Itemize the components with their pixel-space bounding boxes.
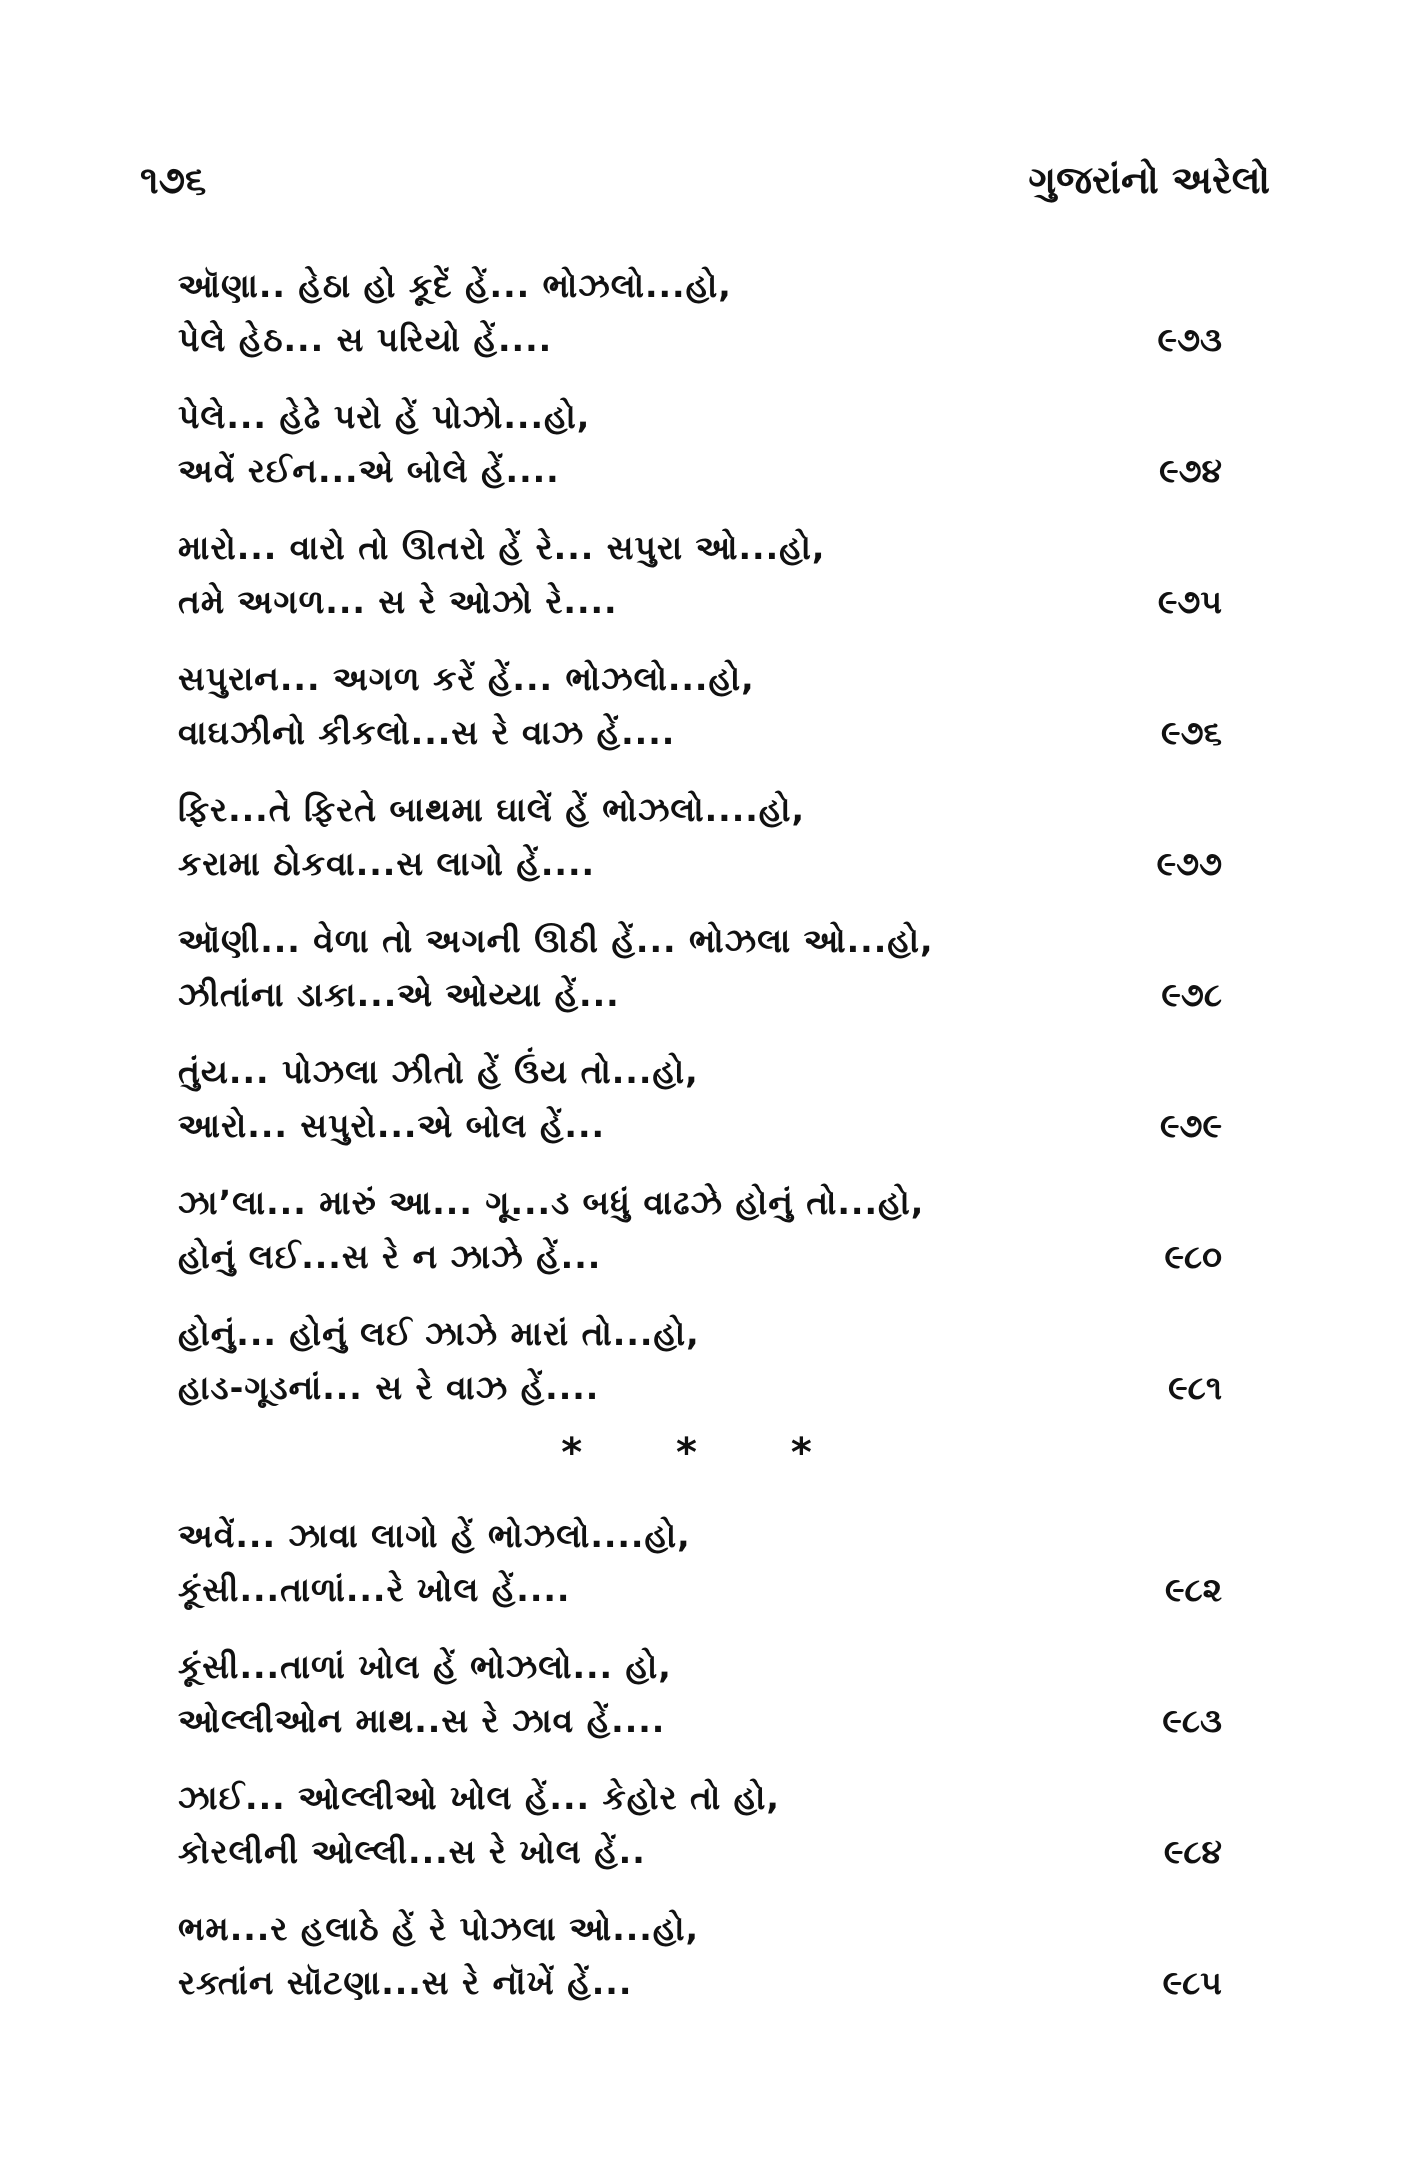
- stanza: [178, 258, 1222, 389]
- verse-line-2: હાડ-ગૂડનાં... સ રે વાઝ હેં....: [178, 1368, 600, 1407]
- verse-block-2: [178, 1508, 1222, 2032]
- verse-line-1: ભમ...ર હલાઠે હેં રે પોઝલા ઓ...હો,: [178, 1909, 700, 1948]
- verse-number: ૯૮૩: [1162, 1701, 1222, 1740]
- verse-line-1: ઑણા.. હેઠા હો કૂદેં હેં... ભોઝલો...હો,: [178, 266, 732, 305]
- running-title: ગુજરાંનો અરેલો: [1028, 158, 1270, 202]
- verse-line-1: અવેં... ઝાવા લાગો હેં ભોઝલો....હો,: [178, 1516, 691, 1555]
- page-number: ૧૭૬: [140, 158, 207, 202]
- verse-line-1: ઝાઈ... ઓલ્લીઓ ખોલ હેં... કેહોર તો હો,: [178, 1778, 780, 1817]
- stanza: [178, 782, 1222, 913]
- stanza: [178, 389, 1222, 520]
- verse-number: ૯૮૪: [1163, 1832, 1222, 1871]
- verse-line-2: કોરલીની ઓલ્લી...સ રે ખોલ હેં..: [178, 1832, 646, 1871]
- verse-line-1: હોનું... હોનું લઈ ઝાઝે મારાં તો...હો,: [178, 1314, 700, 1353]
- verse-line-1: પેલે... હેઢે પરો હેં પોઝો...હો,: [178, 397, 591, 436]
- verse-number: ૯૭૬: [1161, 713, 1222, 752]
- page-header: [140, 158, 1270, 218]
- stanza: [178, 1508, 1222, 1639]
- verse-line-1: ફિર...તે ફિરતે બાથમા ઘાલેં હેં ભોઝલો....હો,: [178, 790, 806, 829]
- verse-number: ૯૭૫: [1157, 582, 1222, 621]
- verse-number: ૯૮૦: [1164, 1237, 1222, 1276]
- verse-block-1: [178, 258, 1222, 1437]
- verse-line-2: રક્તાંન સૉટણા...સ રે નૉખેં હેં...: [178, 1963, 633, 2002]
- verse-line-2: હોનું લઈ...સ રે ન ઝાઝે હેં...: [178, 1237, 602, 1276]
- verse-number: ૯૭૩: [1157, 320, 1222, 359]
- verse-line-2: પેલે હેઠ... સ પરિયો હેં....: [178, 320, 553, 359]
- verse-number: ૯૮૫: [1162, 1963, 1222, 2002]
- stanza: [178, 913, 1222, 1044]
- verse-number: ૯૭૮: [1161, 975, 1222, 1014]
- verse-line-2: કરામા ઠોકવા...સ લાગો હેં....: [178, 844, 596, 883]
- verse-number: ૯૮૨: [1164, 1570, 1222, 1609]
- verse-line-2: ઓલ્લીઓન માથ..સ રે ઝાવ હેં....: [178, 1701, 666, 1740]
- stanza: [178, 651, 1222, 782]
- section-separator: * * *: [561, 1430, 852, 1476]
- verse-line-1: કૂંસી...તાળાં ખોલ હેં ભોઝલો... હો,: [178, 1647, 672, 1686]
- verse-line-1: ઝા’લા... મારું આ... ગૂ...ડ બધું વાઢઝે હોનું તો...હો,: [178, 1183, 925, 1222]
- verse-line-2: તમે અગળ... સ રે ઓઝો રે....: [178, 582, 618, 621]
- stanza: [178, 1901, 1222, 2032]
- verse-line-2: અવેં રઈન...એ બોલે હેં....: [178, 451, 560, 490]
- verse-line-1: સપુરાન... અગળ કરેં હેં... ભોઝલો...હો,: [178, 659, 755, 698]
- verse-line-1: ઑણી... વેળા તો અગની ઊઠી હેં... ભોઝલા ઓ...હો,: [178, 921, 934, 960]
- stanza: [178, 1639, 1222, 1770]
- stanza: [178, 1770, 1222, 1901]
- stanza: [178, 1306, 1222, 1437]
- verse-line-2: કૂંસી...તાળાં...રે ખોલ હેં....: [178, 1570, 571, 1609]
- verse-line-1: મારો... વારો તો ઊતરો હેં રે... સપુરા ઓ...હો,: [178, 528, 826, 567]
- stanza: [178, 1175, 1222, 1306]
- verse-number: ૯૭૪: [1159, 451, 1222, 490]
- verse-line-2: ઝીતાંના ડાકા...એ ઓય્યા હેં...: [178, 975, 620, 1014]
- stanza: [178, 520, 1222, 651]
- verse-line-1: તુંય... પોઝલા ઝીતો હેં ઉંય તો...હો,: [178, 1052, 699, 1091]
- verse-line-2: વાઘઝીનો કીકલો...સ રે વાઝ હેં....: [178, 713, 676, 752]
- verse-number: ૯૭૭: [1156, 844, 1222, 883]
- verse-number: ૯૭૯: [1159, 1106, 1222, 1145]
- verse-number: ૯૮૧: [1168, 1368, 1222, 1407]
- stanza: [178, 1044, 1222, 1175]
- verse-line-2: આરો... સપુરો...એ બોલ હેં...: [178, 1106, 606, 1145]
